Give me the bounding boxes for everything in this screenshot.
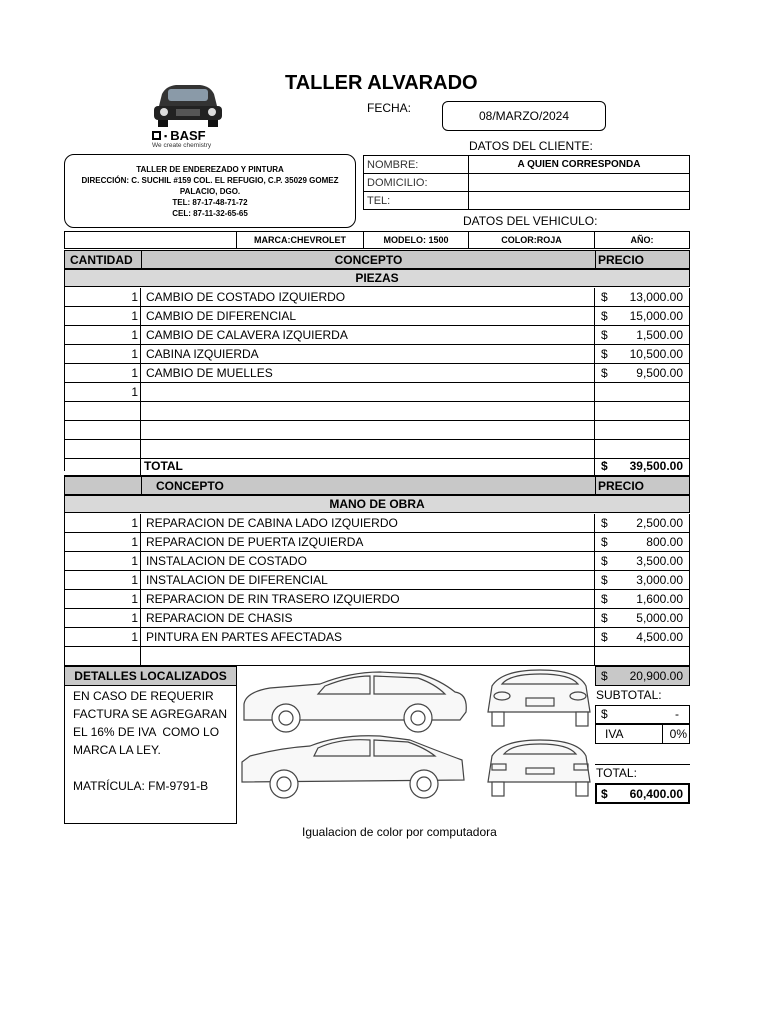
row-desc: CAMBIO DE COSTADO IZQUIERDO (141, 288, 595, 306)
row-desc (141, 402, 595, 420)
row-desc: CAMBIO DE CALAVERA IZQUIERDA (141, 326, 595, 344)
domicilio-label: DOMICILIO: (364, 174, 469, 192)
table-row (64, 571, 690, 590)
car-side-bottom-icon (242, 736, 464, 798)
subtotal-value: $ - (595, 705, 690, 724)
nombre-label: NOMBRE: (364, 156, 469, 174)
row-price: $ 10,500.00 (595, 345, 690, 363)
tel-field[interactable] (469, 192, 690, 210)
row-price (595, 402, 690, 420)
row-price: $ 2,500.00 (595, 514, 690, 532)
row-desc: REPARACION DE CHASIS (141, 609, 595, 627)
row-qty (64, 402, 141, 420)
table-row (64, 514, 690, 533)
client-section-title: DATOS DEL CLIENTE: (469, 139, 593, 153)
shop-cel: CEL: 87-11-32-65-65 (172, 209, 248, 218)
iva-label: IVA (595, 724, 663, 744)
domicilio-field[interactable] (469, 174, 690, 192)
row-price: $ 13,000.00 (595, 288, 690, 306)
vehicle-section-title: DATOS DEL VEHICULO: (463, 214, 598, 228)
matricula: MATRÍCULA: FM-9791-B (73, 779, 209, 793)
row-qty: 1 (64, 288, 141, 306)
row-desc (141, 647, 595, 665)
piezas-total-row: TOTAL $ 39,500.00 (64, 457, 690, 476)
table-row (64, 609, 690, 628)
row-desc: REPARACION DE CABINA LADO IZQUIERDO (141, 514, 595, 532)
row-qty: 1 (64, 628, 141, 646)
row-qty: 1 (64, 533, 141, 551)
page-title: TALLER ALVARADO (285, 72, 478, 94)
table-row (64, 421, 690, 440)
grand-total-value: $ 60,400.00 (595, 783, 690, 804)
row-qty: 1 (64, 307, 141, 325)
row-desc: CAMBIO DE MUELLES (141, 364, 595, 382)
nombre-field[interactable]: A QUIEN CORRESPONDA (469, 156, 690, 174)
row-price: $ 5,000.00 (595, 609, 690, 627)
shop-tel: TEL: 87-17-48-71-72 (172, 198, 248, 207)
row-qty: 1 (64, 514, 141, 532)
row-qty: 1 (64, 552, 141, 570)
basf-square-icon (152, 131, 161, 140)
shop-info-box (64, 154, 356, 228)
row-price: $ 15,000.00 (595, 307, 690, 325)
grand-total-label: TOTAL: (596, 766, 637, 780)
mo-blank-header (64, 476, 142, 495)
row-price: $ 1,600.00 (595, 590, 690, 608)
car-logo (150, 80, 226, 133)
basf-logo: ▪ BASF We create chemistry (152, 128, 212, 149)
row-desc: REPARACION DE RIN TRASERO IZQUIERDO (141, 590, 595, 608)
shop-name: TALLER DE ENDEREZADO Y PINTURA (136, 165, 284, 174)
subtotal-label: SUBTOTAL: (596, 688, 662, 702)
table-row (64, 364, 690, 383)
row-desc: REPARACION DE PUERTA IZQUIERDA (141, 533, 595, 551)
table-row (64, 533, 690, 552)
col-precio-header: PRECIO (595, 250, 690, 269)
fecha-label: FECHA: (367, 101, 412, 115)
row-price: $ 4,500.00 (595, 628, 690, 646)
row-desc (141, 421, 595, 439)
piezas-section-header: PIEZAS (64, 269, 690, 287)
vehicle-blank-cell (64, 231, 237, 249)
row-price: $ 3,500.00 (595, 552, 690, 570)
table-row (64, 628, 690, 647)
row-desc: CABINA IZQUIERDA (141, 345, 595, 363)
shop-address-1: DIRECCIÓN: C. SUCHIL #159 COL. EL REFUGIO, C.P. 35029 GOMEZ (81, 176, 339, 185)
iva-value: 0% (662, 724, 690, 744)
row-qty: 1 (64, 345, 141, 363)
row-desc (141, 440, 595, 458)
table-row (64, 552, 690, 571)
row-qty: 1 (64, 590, 141, 608)
row-qty: 1 (64, 326, 141, 344)
row-qty (64, 440, 141, 458)
table-row (64, 307, 690, 326)
row-price (595, 647, 690, 665)
details-body: EN CASO DE REQUERIR FACTURA SE AGREGARAN EL 16% DE IVA COMO LO MARCA LA LEY. MATRÍCULA: FM-9791-B (64, 686, 237, 824)
row-qty (64, 421, 141, 439)
fecha-value[interactable]: 08/MARZO/2024 (442, 101, 606, 131)
row-desc: INSTALACION DE COSTADO (141, 552, 595, 570)
row-price: $ 3,000.00 (595, 571, 690, 589)
table-row (64, 288, 690, 307)
mano-obra-section-header: MANO DE OBRA (64, 495, 690, 513)
row-qty (64, 647, 141, 665)
vehicle-color: COLOR:ROJA (468, 231, 595, 249)
row-price (595, 421, 690, 439)
row-qty: 1 (64, 383, 141, 401)
shop-address-2: PALACIO, DGO. (179, 187, 241, 196)
row-price (595, 383, 690, 401)
row-price: $ 9,500.00 (595, 364, 690, 382)
piezas-total-label: TOTAL (141, 457, 595, 475)
table-row (64, 345, 690, 364)
row-desc: PINTURA EN PARTES AFECTADAS (141, 628, 595, 646)
vehicle-anio: AÑO: (594, 231, 690, 249)
footer-note: Igualacion de color por computadora (302, 825, 497, 839)
row-qty: 1 (64, 609, 141, 627)
row-qty: 1 (64, 571, 141, 589)
table-row (64, 590, 690, 609)
row-qty: 1 (64, 364, 141, 382)
row-price: $ 1,500.00 (595, 326, 690, 344)
col-concepto-header: CONCEPTO (141, 250, 596, 269)
table-row (64, 326, 690, 345)
details-header: DETALLES LOCALIZADOS (64, 666, 237, 686)
mano-obra-total: $ 20,900.00 (595, 666, 690, 686)
row-desc: CAMBIO DE DIFERENCIAL (141, 307, 595, 325)
car-side-top-icon (244, 672, 466, 732)
car-rear-icon (488, 740, 590, 796)
row-price: $ 800.00 (595, 533, 690, 551)
vehicle-modelo: MODELO: 1500 (363, 231, 469, 249)
mo-precio-header: PRECIO (595, 476, 690, 495)
row-price (595, 440, 690, 458)
piezas-total-value: 39,500.00 (629, 459, 683, 473)
car-front-icon (488, 670, 590, 726)
col-cantidad-header: CANTIDAD (64, 250, 142, 269)
row-desc: INSTALACION DE DIFERENCIAL (141, 571, 595, 589)
tel-label: TEL: (364, 192, 469, 210)
row-desc (141, 383, 595, 401)
table-row (64, 402, 690, 421)
mo-concepto-header: CONCEPTO (141, 476, 596, 495)
table-row (64, 383, 690, 402)
vehicle-marca: MARCA:CHEVROLET (236, 231, 364, 249)
car-damage-diagram (240, 664, 592, 811)
client-table (363, 155, 690, 210)
